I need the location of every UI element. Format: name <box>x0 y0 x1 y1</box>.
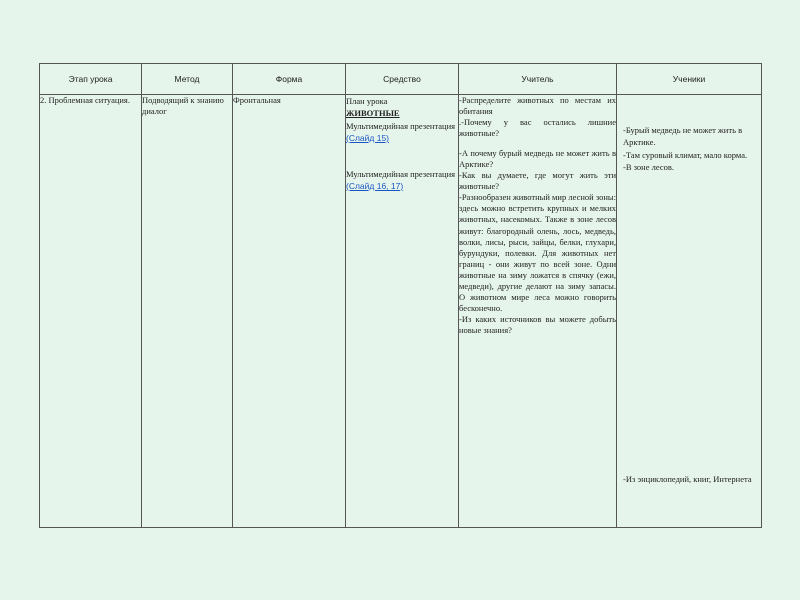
teacher-cell <box>459 95 617 528</box>
presentation-label-1: Мультимедийная презентация <box>346 120 456 131</box>
form-cell <box>233 95 346 528</box>
teacher-line: -А почему бурый медведь не может жить в Арктике? <box>459 148 616 170</box>
teacher-line: .-Почему у вас остались лишние животные? <box>459 117 616 139</box>
tools-cell <box>346 95 459 528</box>
pupil-answer: -Из энциклопедий, книг, Интернета <box>623 474 752 484</box>
header-stage: Этап урока <box>40 64 142 95</box>
stage-cell <box>40 95 142 528</box>
header-pupils: Ученики <box>617 64 762 95</box>
method-text: Подводящий к знанию диалог <box>142 95 224 117</box>
slide-15-link[interactable]: (Слайд 15) <box>346 132 390 143</box>
teacher-line: -Разнообразен животный мир лесной зоны: здесь можно встретить крупных и мелких животных, насекомых. Также в зоне лесов живут: благородный олень, лось, медведь, волки, лисы, рыси, зайцы, белки, глухари, бурундуки, полевки. Для животных нет границ - они живут по всей зоне. Одни животные на зиму ложатся в спячку (ежи, медведи), другие делают на зиму запасы. О животном мире леса можно говорить бесконечно. <box>459 192 617 313</box>
form-text: Фронтальная <box>233 95 281 105</box>
pupil-answer: -В зоне лесов. <box>623 161 675 172</box>
teacher-line: -Распределите животных по местам их обитания <box>459 95 616 117</box>
header-tools: Средство <box>346 64 459 95</box>
header-teacher: Учитель <box>459 64 617 95</box>
presentation-label-2: Мультимедийная презентация <box>346 168 456 179</box>
pupil-answer: -Там суровый климат, мало корма. <box>623 149 748 160</box>
stage-text: 2. Проблемная ситуация. <box>40 95 130 105</box>
lesson-plan-label: План урока <box>346 96 388 106</box>
header-method: Метод <box>142 64 233 95</box>
header-form: Форма <box>233 64 346 95</box>
header-row <box>40 64 762 95</box>
pupils-cell <box>617 95 762 528</box>
topic-title: ЖИВОТНЫЕ <box>346 108 400 119</box>
teacher-line: -Как вы думаете, где могут жить эти животные? <box>459 170 616 192</box>
slide-16-17-link[interactable]: (Слайд 16, 17) <box>346 180 404 191</box>
method-cell <box>142 95 233 528</box>
teacher-line: -Из каких источников вы можете добыть новые знания? <box>459 313 616 335</box>
table-row <box>40 95 762 528</box>
pupil-answer: -Бурый медведь не может жить в Арктике. <box>623 125 743 148</box>
lesson-table <box>39 63 762 528</box>
